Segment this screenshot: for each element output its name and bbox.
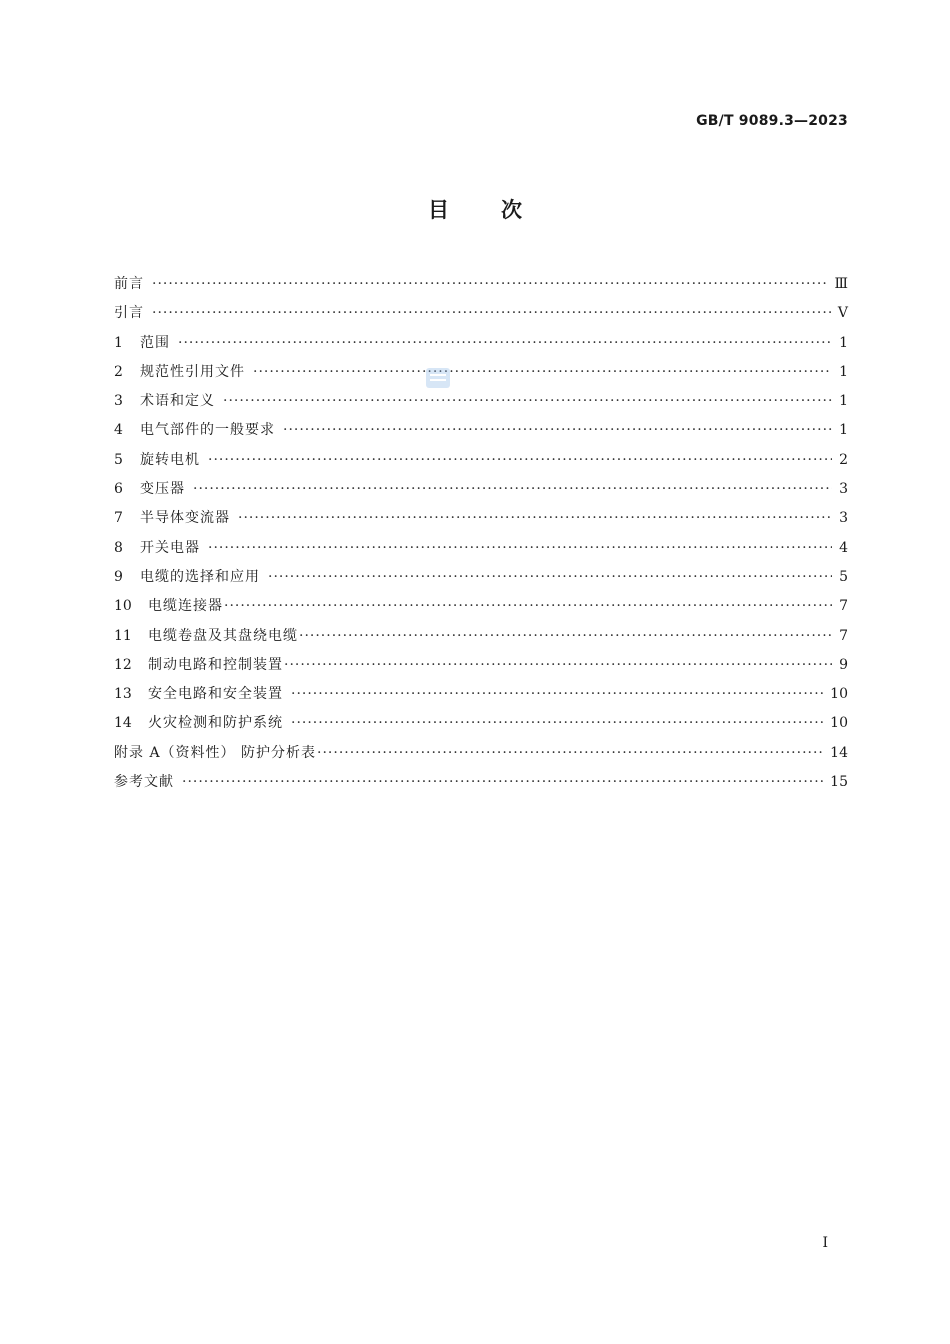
toc-entry-label: 半导体变流器 <box>140 510 230 527</box>
toc-entry-number: 5 <box>114 451 123 468</box>
toc-entry-11[interactable] <box>114 622 848 651</box>
toc-entry-number: 6 <box>114 481 123 498</box>
toc-entry-page: 4 <box>839 539 848 556</box>
toc-leader-dots <box>223 387 832 416</box>
toc-entry-number: 8 <box>114 539 123 556</box>
toc-entry-number: 9 <box>114 568 123 585</box>
toc-leader-dots <box>238 504 832 533</box>
toc-entry-label: 引言 <box>114 305 144 322</box>
toc-leader-dots <box>291 709 824 738</box>
toc-entry-number: 3 <box>114 393 123 410</box>
toc-entry-page: 1 <box>839 393 848 410</box>
toc-entry-label: 电缆的选择和应用 <box>140 568 260 585</box>
toc-entry-1[interactable] <box>114 329 848 358</box>
toc-entry-page: 5 <box>839 568 848 585</box>
toc-entry-10[interactable] <box>114 592 848 621</box>
toc-leader-dots <box>317 739 824 768</box>
toc-leader-dots <box>152 299 832 328</box>
toc-entry-6[interactable] <box>114 475 848 504</box>
toc-entry-14[interactable] <box>114 709 848 738</box>
toc-entry-label: 附录 A（资料性） 防护分析表 <box>114 744 317 761</box>
toc-entry-page: 3 <box>839 481 848 498</box>
toc-entry-page: 2 <box>839 451 848 468</box>
toc-entry-label: 变压器 <box>140 481 185 498</box>
toc-entry-number: 4 <box>114 422 123 439</box>
standard-code: GB/T 9089.3—2023 <box>696 113 848 129</box>
toc-entry-page: 10 <box>830 686 848 703</box>
toc-leader-dots <box>291 680 824 709</box>
toc-entry-label: 前言 <box>114 276 144 292</box>
toc-entry-page: 10 <box>830 715 848 732</box>
toc-entry-5[interactable] <box>114 446 848 475</box>
toc-leader-dots <box>268 563 832 592</box>
watermark-logo-icon <box>425 366 451 390</box>
toc-leader-dots <box>253 358 832 387</box>
page-title: 目次 <box>428 198 574 222</box>
toc-entry-page: 3 <box>839 510 848 527</box>
toc-entry-number: 1 <box>114 334 123 351</box>
toc-entry-label: 范围 <box>140 334 170 351</box>
toc-entry-label: 旋转电机 <box>140 451 200 468</box>
toc-entry-number: 7 <box>114 510 123 527</box>
toc-leader-dots <box>208 446 832 475</box>
toc-leader-dots <box>284 651 832 680</box>
toc-entry-3[interactable] <box>114 387 848 416</box>
toc-entry-label: 开关电器 <box>140 539 200 556</box>
toc-entry-7[interactable] <box>114 504 848 533</box>
toc-entry-annex-a[interactable] <box>114 739 848 768</box>
toc-entry-page: 7 <box>839 627 848 644</box>
toc-leader-dots <box>224 592 832 621</box>
toc-entry-8[interactable] <box>114 534 848 563</box>
toc-entry-page: 9 <box>839 656 848 673</box>
toc-entry-13[interactable] <box>114 680 848 709</box>
toc-leader-dots <box>299 622 832 651</box>
toc-leader-dots <box>178 329 832 358</box>
toc-entry-foreword[interactable] <box>114 270 848 299</box>
toc-entry-label: 参考文献 <box>114 774 174 791</box>
page-number: I <box>822 1235 828 1251</box>
toc-leader-dots <box>182 768 824 797</box>
toc-entry-2[interactable] <box>114 358 848 387</box>
toc-entry-page: 15 <box>830 774 848 791</box>
toc-entry-number: 13 <box>114 686 132 703</box>
toc-entry-number: 11 <box>114 627 132 644</box>
toc-entry-page: 7 <box>839 598 848 615</box>
toc-entry-number: 14 <box>114 715 132 732</box>
toc-entry-bibliography[interactable] <box>114 768 848 797</box>
toc-entry-label: 术语和定义 <box>140 393 215 410</box>
toc-entry-number: 12 <box>114 656 132 673</box>
toc-entry-number: 2 <box>114 363 123 380</box>
table-of-contents <box>114 270 848 797</box>
toc-entry-page: 1 <box>839 363 848 380</box>
toc-entry-9[interactable] <box>114 563 848 592</box>
toc-entry-label: 电气部件的一般要求 <box>140 422 275 439</box>
toc-entry-label: 规范性引用文件 <box>140 363 245 380</box>
toc-entry-label: 电缆卷盘及其盘绕电缆 <box>148 627 298 644</box>
toc-entry-4[interactable] <box>114 416 848 445</box>
toc-entry-label: 安全电路和安全装置 <box>148 686 283 703</box>
toc-leader-dots <box>283 416 832 445</box>
toc-entry-page: 1 <box>839 422 848 439</box>
toc-entry-page: Ⅴ <box>837 305 848 322</box>
toc-entry-label: 电缆连接器 <box>148 598 223 615</box>
toc-entry-introduction[interactable] <box>114 299 848 328</box>
toc-leader-dots <box>208 534 832 563</box>
toc-entry-page: 14 <box>830 744 848 761</box>
toc-entry-number: 10 <box>114 598 132 615</box>
toc-entry-page: 1 <box>839 334 848 351</box>
toc-entry-page: Ⅲ <box>834 276 848 292</box>
toc-entry-12[interactable] <box>114 651 848 680</box>
toc-entry-label: 火灾检测和防护系统 <box>148 715 283 732</box>
toc-leader-dots <box>152 270 828 299</box>
toc-entry-label: 制动电路和控制装置 <box>148 656 283 673</box>
toc-leader-dots <box>193 475 832 504</box>
